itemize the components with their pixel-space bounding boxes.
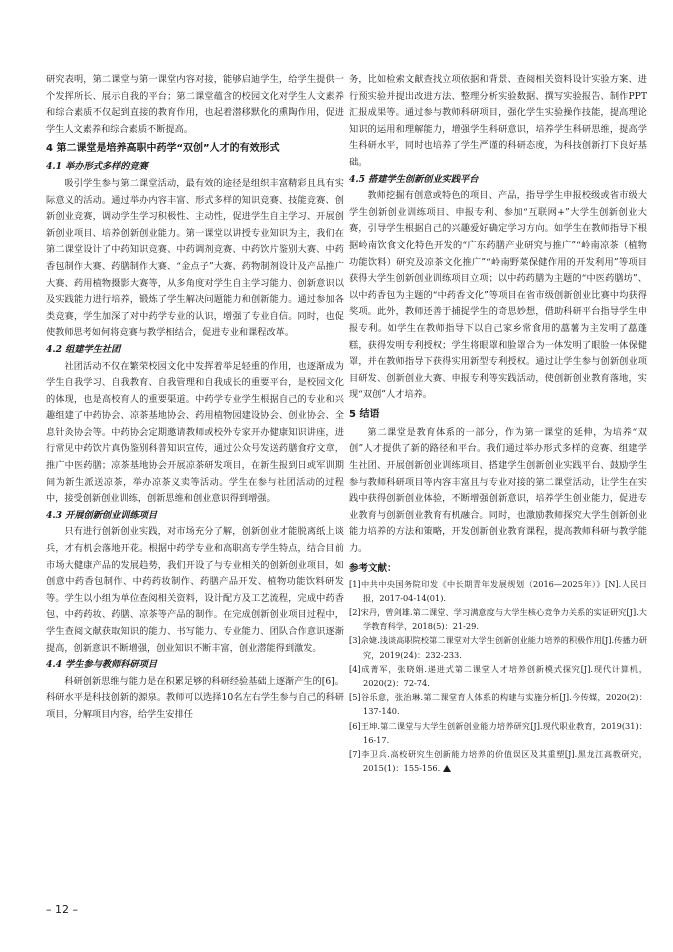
subsection-4-4-continued: 务，比如检索文献查找立项依据和背景、查阅相关资料设计实验方案、进行预实验并提出改进方法、整理分析实验数据、撰写实验报告、制作PPT汇报成果等。通过参与教师科研项目，强化学生实验操作技能，提高理论知识的运用和理解能力，增强学生科研意识，培养学生科研思维，提高学生科研水平，同时也培养了学生严谨的科研态度，为科技创新打下良好基础。 — [349, 74, 647, 168]
subsection-4-2-body: 社团活动不仅在繁荣校园文化中发挥着举足轻重的作用，也逐渐成为学生自我学习、自我教育、自我管理和自我成长的重要平台，是校园文化的体现，也是高校育人的重要渠道。中药学专业学生根据自己的专业和兴趣组建了中药协会、凉茶基地协会、药用植物园建设协会、创业协会、全息针灸协会等。中药协会定期邀请教师或校外专家开办健康知识讲座，进行常见中药饮片真伪鉴别科普知识宣传，通过公众号发送药膳食疗文章，推广中医药膳；凉茶基地协会开展凉茶研发项目，在新生报到日或军训期间为新生派送凉茶，举办凉茶义卖等活动。学生在参与社团活动的过程中，接受创新创业训练，创新思维和创业意识得到增强。 — [46, 360, 344, 505]
reference-item: [2]宋丹，曾剑雄.第二课堂、学习满意度与大学生核心竞争力关系的实证研究[J].大学教育科学，2018(5)：21-29. — [349, 607, 647, 632]
subsection-4-3-body: 只有进行创新创业实践，对市场充分了解，创新创业才能脱离纸上谈兵，才有机会落地开花。根据中药学专业和高职高专学生特点，结合目前市场大健康产品的发展趋势，我们开设了与专业相关的创新创业项目，如创意中药香包制作、中药药妆制作、药膳产品开发、植物功能饮料研发等。学生以小组为单位查阅相关资料，设计配方及工艺流程，完成中药香包、中药药妆、药膳、凉茶等产品的制作。在完成创新创业项目过程中，学生查阅文献获取知识的能力、书写能力、专业能力、团队合作意识逐渐提高，创新意识不断增强，创业知识不断丰富，创业潜能得到激发。 — [46, 526, 344, 654]
left-column — [46, 72, 344, 724]
subsection-4-1-body: 吸引学生参与第二课堂活动，最有效的途径是组织丰富精彩且具有实际意义的活动。通过举办内容丰富、形式多样的知识竞赛、技能竞赛、创新创业竞赛，调动学生学习积极性、主动性，促进学生自主学习、开展创新创业项目、培养创新创业能力。第一课堂以讲授专业知识为主，我们在第二课堂设计了中药知识竞赛、中药调剂竞赛、中药饮片鉴别大赛、中药香包制作大赛、药膳制作大赛、“金点子”大赛、药物制剂设计及产品推广大赛、药用植物摄影大赛等，从多角度对学生自主学习能力、创新意识以及实践能力进行培养，锻炼了学生解决问题能力和创新能力。通过参加各类竞赛，学生加深了对中药学专业的认识，增强了专业自信。同时，也促使教师思考如何将竞赛与教学相结合，促进专业和课程改革。 — [46, 177, 344, 339]
subsection-4-4-heading: 4.4 学生参与教师科研项目 — [46, 659, 158, 671]
subsection-4-3-heading: 4.3 开展创新创业训练项目 — [46, 509, 158, 521]
conclusion-body: 第二课堂是教育体系的一部分，作为第一课堂的延伸，为培养“双创”人才提供了新的路径和平台。我们通过举办形式多样的竞赛、组建学生社团、开展创新创业训练项目、搭建学生创新创业实践平台、鼓励学生参与教师科研项目等内容丰富且与专业对接的第二课堂活动，让学生在实践中获得创新创业体验，不断增强创新意识，培养学生创业能力，促进专业教育与创新创业教育有机融合。同时，也激励教师探究大学生创新创业能力培养的方法和策略，开发创新创业教育课程，提高教师科研与教学能力。 — [349, 426, 647, 555]
reference-item — [349, 747, 647, 775]
references-list — [349, 577, 647, 776]
section-5-heading: 5 结语 — [349, 408, 380, 420]
reference-item: [3]佘婕.浅谈高职院校第二课堂对大学生创新创业能力培养的积极作用[J].传播力研究，2019(24)：232-233. — [349, 635, 647, 660]
reference-item-text: [7]李卫兵.高校研究生创新能力培养的价值误区及其重塑[J].黑龙江高教研究，2015(1)：155-156. — [349, 749, 647, 774]
reference-item: [4]成菁军，张晓娟.递进式第二课堂人才培养创新模式探究[J].现代计算机，2020(2)：72-74. — [349, 663, 647, 689]
right-column — [349, 72, 647, 775]
reference-item: [1]中共中央国务院印发《中长期青年发展规划（2016—2025年）》[N].人民日报，2017-04-14(01). — [349, 578, 647, 603]
reference-item: [6]王坤.第二课堂与大学生创新创业能力培养研究[J].现代职业教育，2019(31)：16-17. — [349, 720, 647, 745]
end-of-article-icon — [443, 765, 451, 772]
section-4-heading: 4 第二课堂是培养高职中药学“双创”人才的有效形式 — [46, 143, 280, 155]
subsection-4-5-heading: 4.5 搭建学生创新创业实践平台 — [349, 173, 479, 185]
subsection-4-5-body: 教师挖掘有创意或特色的项目、产品，指导学生申报校级或省市级大学生创新创业训练项目、申报专利、参加“互联网+”大学生创新创业大赛，引导学生根据自己的兴趣爱好确定学习方向。如学生在教师指导下根据岭南饮食文化特色开发的“广东药膳产业研究与推广”“岭南凉茶（植物功能饮料）研究及凉茶文化推广”“岭南野菜保健作用的开发利用”等项目获得大学生创新创业训练项目立项；以中药药膳为主题的“中医药膳坊”、以中药香包为主题的“中药香文化”等项目在省市级创新创业比赛中均获得奖项。此外，教师还善于捕捉学生的奇思妙想，借助科研平台指导学生申报专利。如学生在教师指导下以自己家乡常食用的藠薯为主发明了藠蓬糕，获得发明专利授权；学生将眼罩和脸罩合为一体发明了眼脸一体保健罩，并在教师指导下获得实用新型专利授权。通过让学生参与创新创业项目研发、创新创业大赛、申报专利等实践活动，使创新创业教育落地，实现“双创”人才培养。 — [349, 190, 647, 401]
subsection-4-4-body: 科研创新思维与能力是在积累足够的科研经验基础上逐渐产生的[6]。科研水平是科技创新的源泉。教师可以选择10名左右学生参与自己的科研项目，分解项目内容，给学生安排任 — [46, 675, 344, 720]
reference-item: [5]谷乐意，张治琳.第二课堂育人体系的构建与实施分析[J].今传媒，2020(2)：137-140. — [349, 692, 647, 717]
subsection-4-2-heading: 4.2 组建学生社团 — [46, 343, 121, 355]
intro-paragraph: 研究表明，第二课堂与第一课堂内容对接，能够启迪学生，给学生提供一个发挥所长、展示自我的平台；第二课堂蕴含的校园文化对学生人文素养和综合素质不仅起到直接的教育作用，也起着潜移默化的熏陶作用，促进学生人文素养和综合素质不断提高。 — [46, 74, 344, 135]
page-number: – 12 – — [46, 903, 78, 916]
subsection-4-1-heading: 4.1 举办形式多样的竞赛 — [46, 161, 148, 173]
references-heading: 参考文献： — [349, 562, 397, 574]
